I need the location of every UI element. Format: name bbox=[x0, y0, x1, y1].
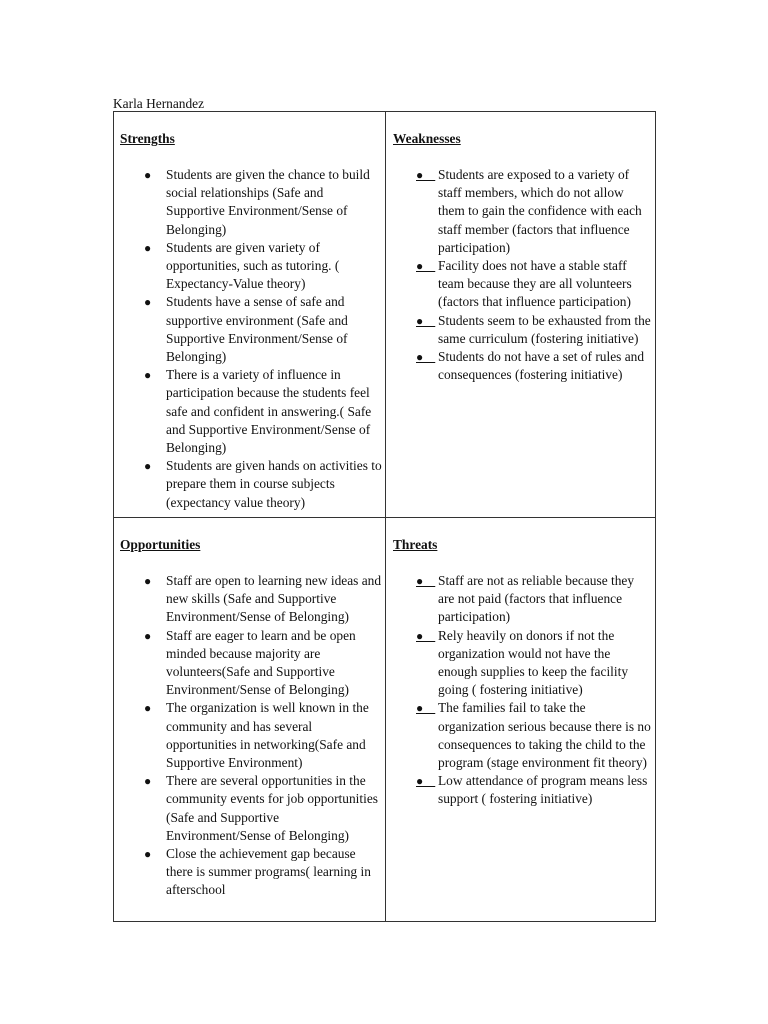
weaknesses-heading: Weaknesses bbox=[393, 131, 461, 146]
opportunities-list bbox=[144, 572, 384, 900]
bullet-icon: ● bbox=[144, 240, 152, 255]
bullet-icon: ● bbox=[144, 628, 152, 643]
list-item-text: There is a variety of influence in participation because the students feel safe and confident in answering.( Safe and Supportive Environment/Sense of Belonging) bbox=[166, 367, 372, 456]
bullet-icon: ● bbox=[144, 701, 152, 716]
bullet-icon: ● bbox=[144, 168, 152, 182]
weaknesses-cell bbox=[386, 112, 656, 517]
weaknesses-list bbox=[416, 166, 652, 384]
strengths-heading: Strengths bbox=[120, 131, 175, 146]
list-item-text: Students are exposed to a variety of staff members, which do not allow them to gain the confidence with each staff member (factors that influence participation) bbox=[438, 167, 642, 255]
strengths-cell bbox=[120, 112, 385, 517]
list-item-text: Students are given hands on activities to prepare them in course subjects (expectancy value theory) bbox=[166, 458, 382, 510]
opportunities-heading: Opportunities bbox=[120, 537, 201, 552]
list-item bbox=[144, 627, 384, 700]
list-item bbox=[416, 572, 652, 627]
list-item-text: Students do not have a set of rules and consequences (fostering initiative) bbox=[438, 349, 645, 383]
author-name: Karla Hernandez bbox=[113, 96, 205, 111]
list-item bbox=[144, 772, 384, 845]
threats-list bbox=[416, 572, 652, 809]
list-item bbox=[144, 166, 384, 239]
list-item bbox=[416, 772, 652, 808]
list-item-text: Rely heavily on donors if not the organization would not have the enough supplies to keep the facility going ( fostering initiative) bbox=[438, 627, 629, 698]
list-item-text: Students seem to be exhausted from the same curriculum (fostering initiative) bbox=[438, 312, 651, 346]
list-item bbox=[416, 166, 652, 257]
bullet-icon: ● bbox=[416, 574, 436, 588]
list-item-text: Students are given variety of opportunities, such as tutoring. ( Expectancy-Value theory) bbox=[166, 239, 340, 292]
bullet-icon: ● bbox=[416, 701, 436, 716]
list-item bbox=[416, 699, 652, 772]
bullet-icon: ● bbox=[144, 459, 152, 474]
bullet-icon: ● bbox=[416, 628, 436, 643]
bullet-icon: ● bbox=[144, 574, 152, 588]
list-item-text: Facility does not have a stable staff team because they are all volunteers (factors that influence participation) bbox=[438, 258, 632, 310]
bullet-icon: ● bbox=[416, 259, 436, 274]
list-item-text: Close the achievement gap because there is summer programs( learning in afterschool bbox=[166, 846, 371, 898]
bullet-icon: ● bbox=[144, 774, 152, 789]
list-item-text: There are several opportunities in the community events for job opportunities (Safe and Supportive Environment/Sense of Belonging) bbox=[166, 773, 378, 843]
opportunities-cell bbox=[120, 518, 385, 921]
list-item bbox=[144, 366, 384, 457]
bullet-icon: ● bbox=[416, 313, 436, 328]
list-item bbox=[416, 627, 652, 700]
list-item-text: Students are given the chance to build social relationships (Safe and Supportive Environment/Sense of Belonging) bbox=[166, 167, 370, 237]
bullet-icon: ● bbox=[416, 774, 436, 789]
bullet-icon: ● bbox=[416, 350, 436, 365]
list-item-text: Staff are open to learning new ideas and new skills (Safe and Supportive Environment/Sense of Belonging) bbox=[166, 573, 382, 625]
list-item bbox=[144, 845, 384, 900]
list-item-text: Students have a sense of safe and supportive environment (Safe and Supportive Environment/Sense of Belonging) bbox=[166, 294, 348, 365]
list-item-text: Staff are eager to learn and be open minded because majority are volunteers(Safe and Supportive Environment/Sense of Belonging) bbox=[166, 627, 356, 698]
swot-table bbox=[113, 111, 656, 922]
bullet-icon: ● bbox=[144, 368, 152, 383]
list-item-text: Low attendance of program means less support ( fostering initiative) bbox=[438, 773, 648, 807]
list-item-text: Staff are not as reliable because they are not paid (factors that influence participation) bbox=[438, 573, 635, 625]
list-item bbox=[144, 293, 384, 366]
bullet-icon: ● bbox=[416, 168, 436, 182]
list-item bbox=[416, 348, 652, 384]
list-item bbox=[144, 457, 384, 512]
list-item-text: The families fail to take the organization serious because there is no consequences to taking the child to the program (stage environment fit theory) bbox=[438, 700, 651, 771]
bullet-icon: ● bbox=[144, 295, 152, 310]
list-item bbox=[144, 572, 384, 627]
list-item bbox=[416, 312, 652, 348]
list-item bbox=[416, 257, 652, 312]
threats-cell bbox=[386, 518, 656, 921]
list-item bbox=[144, 239, 384, 294]
list-item bbox=[144, 699, 384, 772]
threats-heading: Threats bbox=[393, 537, 438, 552]
bullet-icon: ● bbox=[144, 847, 152, 862]
strengths-list bbox=[144, 166, 384, 512]
list-item-text: The organization is well known in the community and has several opportunities in networking(Safe and Supportive Environment) bbox=[166, 700, 369, 771]
